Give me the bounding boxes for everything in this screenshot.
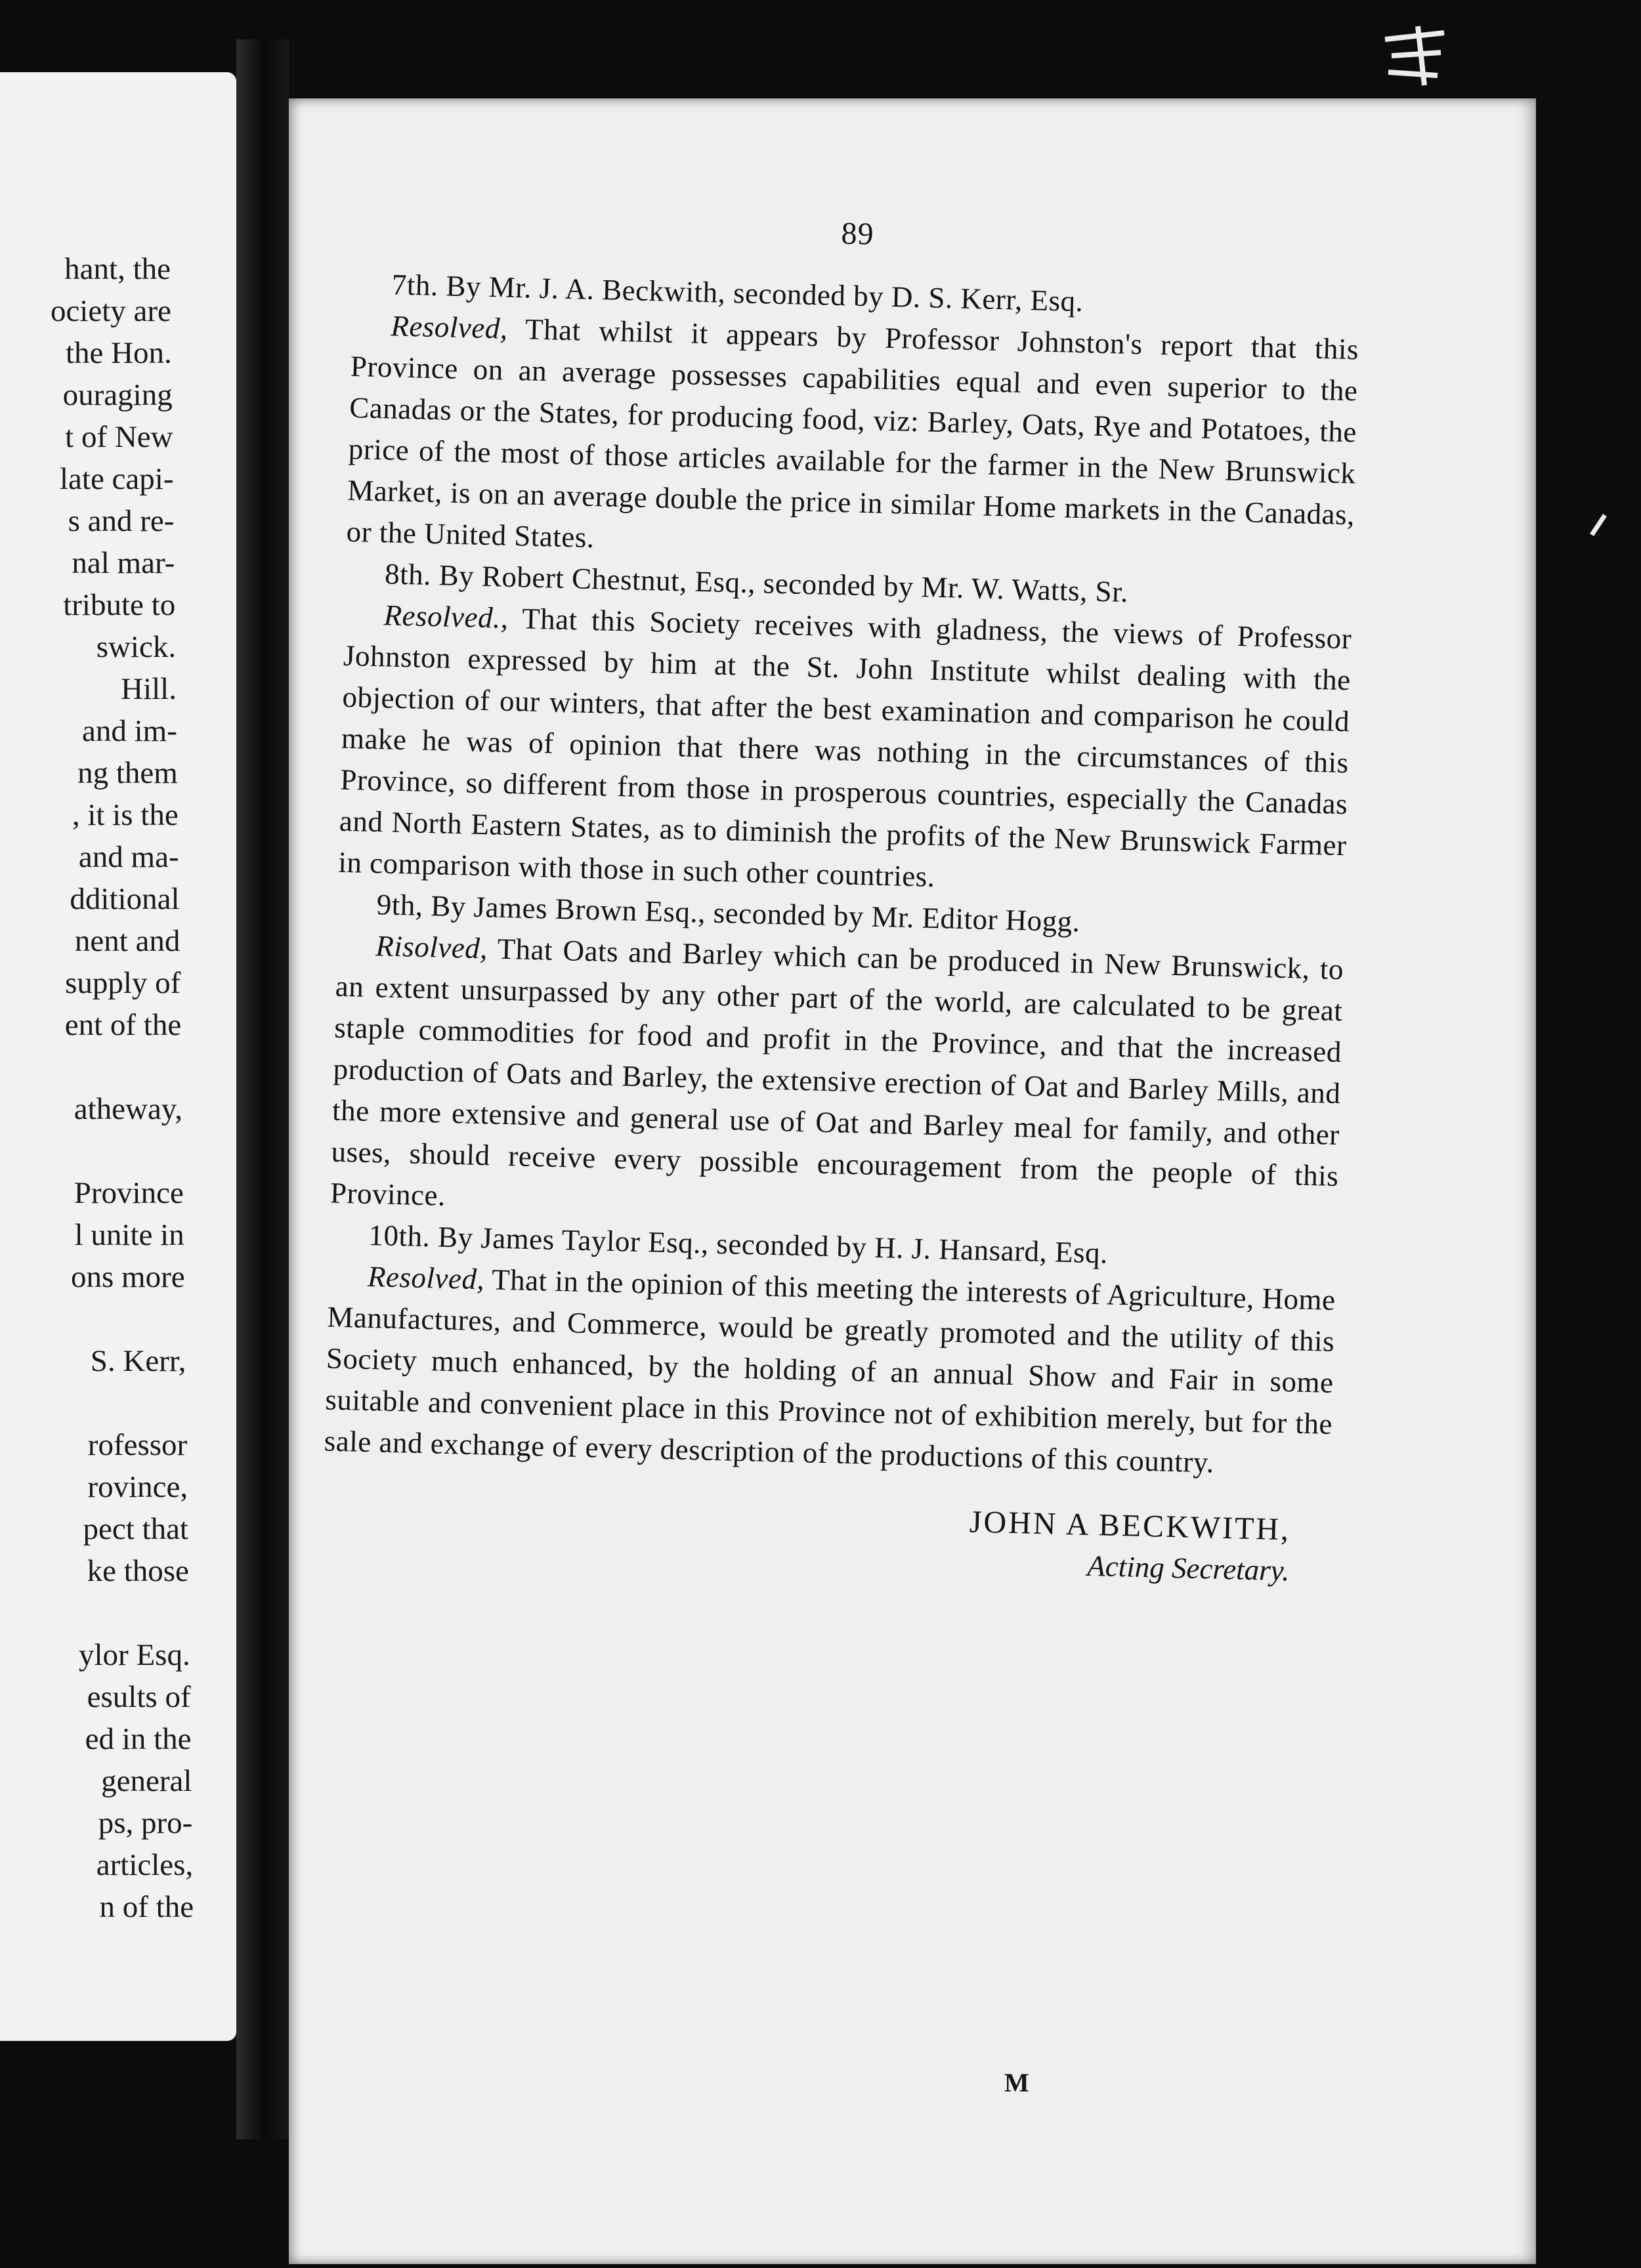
scan-corner-mark [1378, 20, 1457, 105]
previous-page-line: swick. [96, 630, 177, 664]
resolution-body: That this Society receives with gladness, the views of Professor Johnston expressed by him at the St. John Institute whilst dealing with the objection of our winters, that after the best examination and comparison he could make he was of opinion that there was nothing in the circumstances of this Province, so different from those in prosperous countries, especially the Canadas and North Eastern States, as to diminish the profits of the New Brunswick Farmer in comparison with those in such other countries. [337, 602, 1352, 893]
resolution-body: That in the opinion of this meeting the interests of Agriculture, Home Manufactures, and Commerce, would be greatly promoted and the utility of this Society much enhanced, by the holding of an annual Show and Fair in some suitable and convenient place in this Province not of exhibition merely, but for the sale and exchange of every description of the productions of this country. [324, 1263, 1336, 1479]
resolution-mover: 8th. By Robert Chestnut, Esq., seconded by Mr. W. Watts, Sr. [384, 557, 1129, 608]
previous-page-line: dditional [70, 882, 180, 916]
previous-page-line: ke those [87, 1554, 189, 1588]
previous-page-line: nent and [74, 924, 181, 958]
previous-page-line: nal mar- [72, 546, 175, 580]
signature-block [321, 1485, 1331, 1591]
previous-page-line: Hill. [121, 672, 177, 706]
previous-page-line: ouraging [62, 378, 173, 412]
previous-page-line: ylor Esq. [78, 1638, 190, 1672]
resolution-text [324, 1255, 1336, 1486]
previous-page-line: the Hon. [65, 336, 172, 370]
previous-page-fragment [0, 72, 236, 2041]
resolution-body: That Oats and Barley which can be produced in New Brunswick, to an extent unsurpassed by any other part of the world, are calculated to be great staple commodities for food and profit in the Province, and that the increased production of Oats and Barley, the extensive erection of Oat and Barley Mills, and the more extensive and general use of Oat and Barley meal for family, and other uses, should receive every possible encouragement from the people of this Province. [330, 932, 1344, 1212]
previous-page-line: t of New [65, 420, 173, 454]
previous-page-line: S. Kerr, [90, 1344, 186, 1378]
previous-page-line: articles, [96, 1848, 194, 1882]
previous-page-line: rofessor [87, 1428, 188, 1462]
resolution-text [346, 304, 1359, 577]
previous-page-line: general [101, 1764, 192, 1798]
page-content [321, 203, 1361, 1591]
previous-page-line: s and re- [68, 504, 175, 538]
previous-page-line: l unite in [74, 1218, 184, 1252]
signatory-title: Acting Secretary. [1086, 1549, 1290, 1587]
previous-page-line: hant, the [64, 252, 171, 286]
previous-page-line: ng them [77, 756, 178, 790]
resolution-mover: 7th. By Mr. J. A. Beckwith, seconded by D. S. Kerr, Esq. [391, 268, 1084, 318]
signature-mark: M [1004, 2068, 1029, 2097]
previous-page-line: , it is the [72, 798, 179, 832]
previous-page-line: ps, pro- [98, 1806, 193, 1840]
resolution-text [330, 925, 1344, 1238]
previous-page-line: atheway, [74, 1092, 182, 1126]
previous-page-line: n of the [99, 1890, 194, 1924]
previous-page-line: tribute to [63, 588, 176, 622]
scan-speck [1588, 512, 1608, 545]
resolution-mover: 9th, By James Brown Esq., seconded by Mr. Editor Hogg. [376, 888, 1081, 938]
previous-page-line: pect that [83, 1512, 188, 1546]
signatory-name: JOHN A BECKWITH, [969, 1504, 1291, 1547]
previous-page-line: ociety are [50, 294, 171, 328]
resolution-label: Risolved, [375, 929, 488, 965]
previous-page-line: and im- [82, 714, 177, 748]
previous-page-line: and ma- [78, 840, 179, 874]
resolution-label: Resolved, [367, 1259, 485, 1296]
previous-page-line: ed in the [85, 1722, 192, 1756]
resolution-mover: 10th. By James Taylor Esq., seconded by H. J. Hansard, Esq. [368, 1219, 1109, 1270]
previous-page-line: late capi- [59, 462, 174, 496]
book-gutter [236, 39, 289, 2139]
previous-page-line: Province [74, 1176, 184, 1210]
resolution-label: Resolved., [383, 598, 509, 635]
resolution-label: Resolved, [390, 309, 509, 345]
previous-page-line: ons more [70, 1260, 185, 1294]
book-page [289, 98, 1536, 2264]
previous-page-line: esults of [87, 1680, 191, 1714]
previous-page-line: ent of the [64, 1008, 182, 1042]
resolution-body: That whilst it appears by Professor Johnston's report that this Province on an average possesses capabilities equal and even superior to the Canadas or the States, for producing food, viz: Barley, Oats, Rye and Potatoes, the price of the most of those articles available for the farmer in the New Brunswick Market, is on an average double the price in similar Home markets in the Canadas, or the United States. [346, 312, 1359, 555]
previous-page-line: supply of [65, 966, 181, 1000]
previous-page-line: rovince, [87, 1470, 188, 1504]
page-number: 89 [840, 216, 875, 252]
resolution-text [338, 594, 1352, 908]
